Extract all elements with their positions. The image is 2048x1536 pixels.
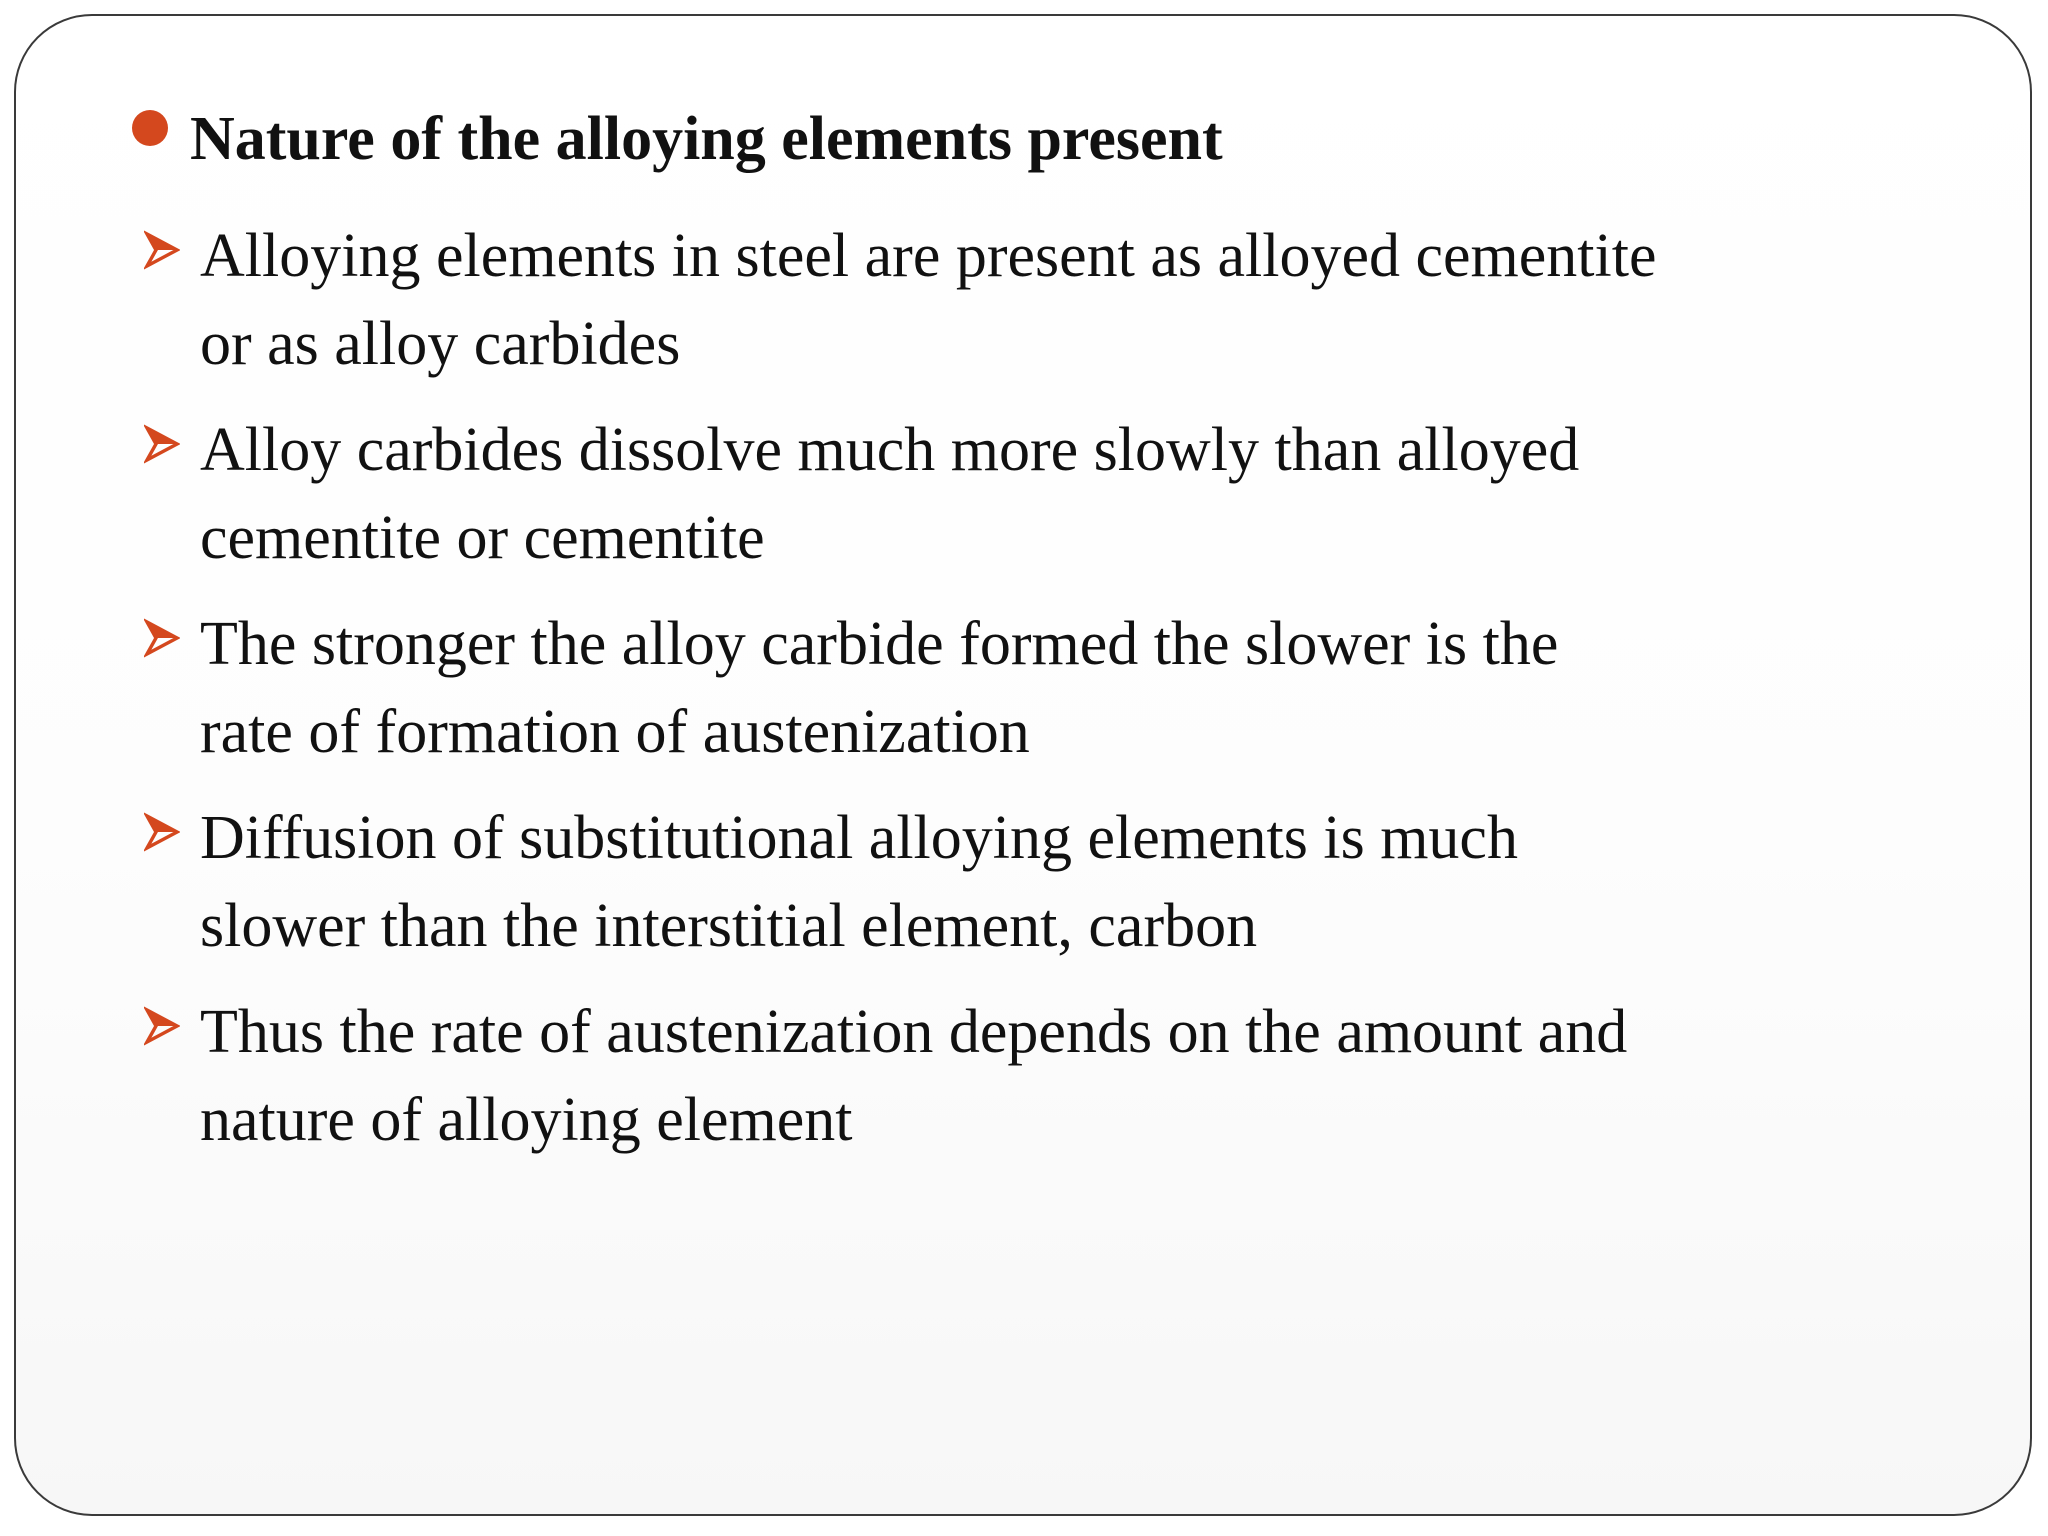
arrow-bullet-icon <box>144 230 180 270</box>
bullet-line: Alloying elements in steel are present as alloyed cementite <box>200 222 1657 290</box>
heading-row <box>132 102 1223 176</box>
bullet-line: slower than the interstitial element, carbon <box>200 892 1258 960</box>
bullet-dot-icon <box>132 110 168 146</box>
arrow-bullet-icon <box>144 812 180 852</box>
bullet-text <box>200 600 1558 776</box>
bullet-line: Diffusion of substitutional alloying elements is much <box>200 804 1518 872</box>
arrow-bullet-icon <box>144 618 180 658</box>
bullet-text <box>200 794 1518 970</box>
bullet-line: cementite or cementite <box>200 504 765 572</box>
slide <box>14 14 2032 1516</box>
bullet-line: Alloy carbides dissolve much more slowly than alloyed <box>200 416 1580 484</box>
bullet-text <box>200 406 1579 582</box>
slide-content <box>16 16 2030 1514</box>
bullet-line: The stronger the alloy carbide formed the slower is the <box>200 610 1559 678</box>
arrow-bullet-icon <box>144 1006 180 1046</box>
bullet-line: or as alloy carbides <box>200 310 681 378</box>
slide-heading: Nature of the alloying elements present <box>190 105 1223 173</box>
bullet-line: rate of formation of austenization <box>200 698 1030 766</box>
bullet-text <box>200 212 1657 388</box>
arrow-bullet-icon <box>144 424 180 464</box>
bullet-line: Thus the rate of austenization depends on the amount and <box>200 998 1628 1066</box>
bullet-text <box>200 988 1627 1164</box>
bullet-line: nature of alloying element <box>200 1086 853 1154</box>
